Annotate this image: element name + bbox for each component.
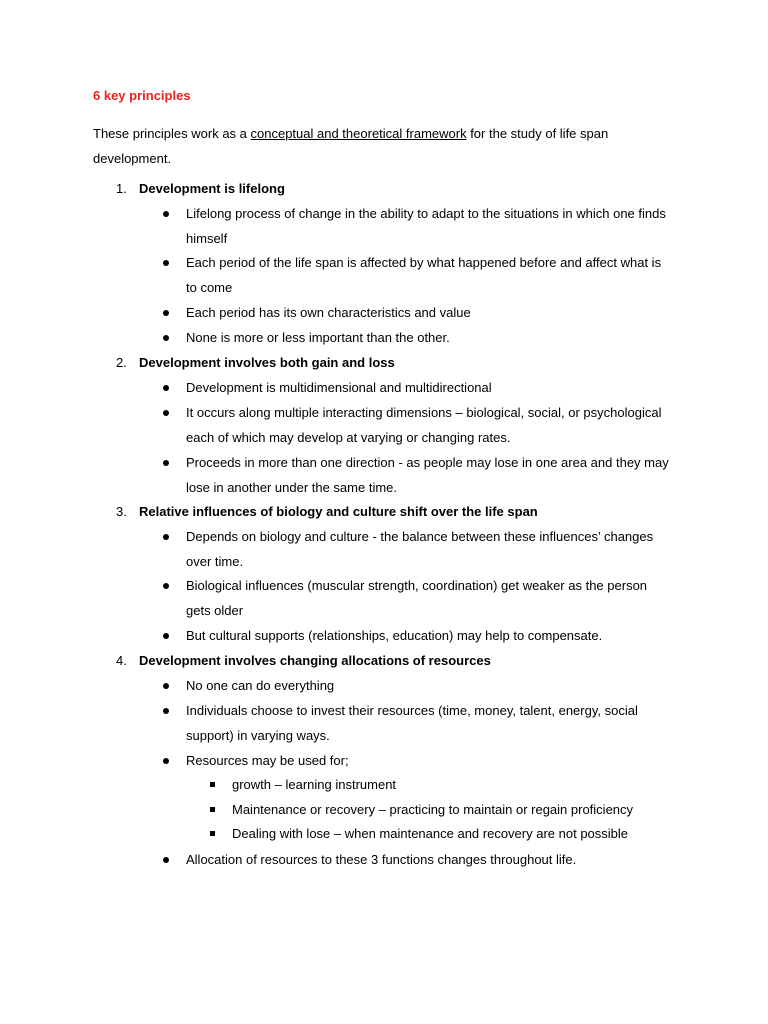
sub-list-item: Maintenance or recovery – practicing to maintain or regain proficiency <box>232 802 634 817</box>
bullet-icon <box>163 211 169 217</box>
document-heading: 6 key principles <box>93 88 191 103</box>
square-bullet-icon <box>210 807 215 812</box>
square-bullet-icon <box>210 831 215 836</box>
list-item-continued: himself <box>186 231 228 246</box>
list-item: Individuals choose to invest their resources (time, money, talent, energy, social <box>186 703 638 718</box>
section-4-number: 4. <box>116 653 127 668</box>
bullet-icon <box>163 708 169 714</box>
intro-text-after: for the study of life span <box>466 126 609 141</box>
list-item: It occurs along multiple interacting dimensions – biological, social, or psychological <box>186 405 662 420</box>
list-item-continued: over time. <box>186 554 244 569</box>
section-1-number: 1. <box>116 181 127 196</box>
bullet-icon <box>163 758 169 764</box>
list-item: Biological influences (muscular strength, coordination) get weaker as the person <box>186 578 648 593</box>
sub-list-item: Dealing with lose – when maintenance and recovery are not possible <box>232 826 629 841</box>
square-bullet-icon <box>210 782 215 787</box>
list-item: None is more or less important than the other. <box>186 330 450 345</box>
list-item: Lifelong process of change in the ability to adapt to the situations in which one finds <box>186 206 666 221</box>
section-3-number: 3. <box>116 504 127 519</box>
list-item-continued: lose in another under the same time. <box>186 480 398 495</box>
bullet-icon <box>163 583 169 589</box>
section-2-number: 2. <box>116 355 127 370</box>
list-item: Proceeds in more than one direction - as people may lose in one area and they may <box>186 455 669 470</box>
intro-text-line2: development. <box>93 151 172 166</box>
intro-paragraph <box>93 121 693 171</box>
list-item-continued: gets older <box>186 603 244 618</box>
bullet-icon <box>163 683 169 689</box>
list-item: Each period has its own characteristics and value <box>186 305 471 320</box>
list-item: Each period of the life span is affected by what happened before and affect what is <box>186 255 662 270</box>
bullet-icon <box>163 410 169 416</box>
section-2-heading: Development involves both gain and loss <box>139 355 395 370</box>
intro-underlined-phrase: conceptual and theoretical framework <box>250 126 467 141</box>
section-1-heading: Development is lifelong <box>139 181 285 196</box>
list-item-continued: support) in varying ways. <box>186 728 330 743</box>
list-item: Resources may be used for; <box>186 753 349 768</box>
bullet-icon <box>163 260 169 266</box>
intro-text-before: These principles work as a <box>93 126 251 141</box>
list-item-continued: to come <box>186 280 233 295</box>
list-item: But cultural supports (relationships, education) may help to compensate. <box>186 628 603 643</box>
bullet-icon <box>163 857 169 863</box>
list-item: No one can do everything <box>186 678 335 693</box>
bullet-icon <box>163 335 169 341</box>
bullet-icon <box>163 534 169 540</box>
list-item: Development is multidimensional and multidirectional <box>186 380 492 395</box>
bullet-icon <box>163 385 169 391</box>
bullet-icon <box>163 310 169 316</box>
list-item-continued: each of which may develop at varying or changing rates. <box>186 430 511 445</box>
section-4-heading: Development involves changing allocations of resources <box>139 653 491 668</box>
sub-list-item: growth – learning instrument <box>232 777 397 792</box>
list-item: Allocation of resources to these 3 functions changes throughout life. <box>186 852 577 867</box>
bullet-icon <box>163 633 169 639</box>
bullet-icon <box>163 460 169 466</box>
list-item: Depends on biology and culture - the balance between these influences’ changes <box>186 529 654 544</box>
section-3-heading: Relative influences of biology and culture shift over the life span <box>139 504 538 519</box>
